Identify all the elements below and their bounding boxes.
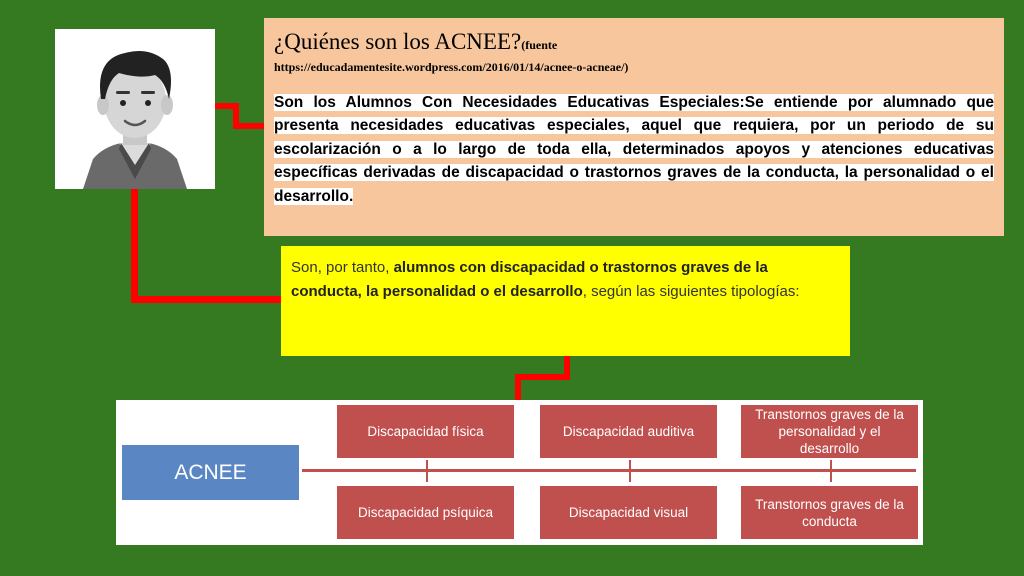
typology-note bbox=[281, 246, 850, 356]
definition-text: Se entiende por alumnado que presenta necesidades educativas especiales, aquel que requiera, por un periodo de su escolarización o a lo largo de toda ella, determinados apoyos y atenciones educativas específicas derivadas de discapacidad o trastornos graves de la conducta, la personalidad o el desarrollo. bbox=[274, 93, 994, 205]
connector-avatar-info-3 bbox=[233, 123, 264, 129]
connector-note-diagram-3 bbox=[515, 374, 521, 400]
acnee-root-box: ACNEE bbox=[122, 445, 299, 500]
avatar bbox=[55, 29, 215, 189]
definition-term: Son los Alumnos Con Necesidades Educativas Especiales: bbox=[274, 93, 745, 111]
timeline-tick bbox=[629, 460, 631, 482]
note-prefix: Son, por tanto, bbox=[291, 259, 394, 276]
source-url: https://educadamentesite.wordpress.com/2016/01/14/acnee-o-acneae/) bbox=[274, 59, 629, 74]
connector-note-diagram-2 bbox=[515, 374, 570, 380]
connector-avatar-note-1 bbox=[131, 189, 138, 302]
note-emphasis: alumnos con discapacidad o trastornos graves de la conducta, la personalidad o el desarrollo bbox=[291, 259, 768, 300]
acnee-definition-panel bbox=[264, 18, 1004, 236]
timeline-line bbox=[302, 469, 916, 472]
category-trastornos-personalidad-desarrollo: Transtornos graves de la personalidad y el desarrollo bbox=[741, 405, 918, 458]
person-avatar-icon bbox=[55, 29, 215, 189]
category-discapacidad-psiquica: Discapacidad psíquica bbox=[337, 486, 514, 539]
category-trastornos-conducta: Transtornos graves de la conducta bbox=[741, 486, 918, 539]
definition-heading bbox=[274, 28, 994, 56]
definition-paragraph bbox=[274, 91, 994, 209]
category-discapacidad-fisica: Discapacidad física bbox=[337, 405, 514, 458]
source-label: (fuente bbox=[521, 38, 558, 52]
page-title: ¿Quiénes son los ACNEE? bbox=[274, 29, 522, 54]
category-discapacidad-visual: Discapacidad visual bbox=[540, 486, 717, 539]
category-discapacidad-auditiva: Discapacidad auditiva bbox=[540, 405, 717, 458]
acnee-typology-diagram bbox=[116, 400, 923, 545]
note-suffix: , según las siguientes tipologías: bbox=[582, 283, 800, 300]
timeline-tick bbox=[426, 460, 428, 482]
timeline-tick bbox=[830, 460, 832, 482]
connector-avatar-note-2 bbox=[131, 296, 281, 303]
